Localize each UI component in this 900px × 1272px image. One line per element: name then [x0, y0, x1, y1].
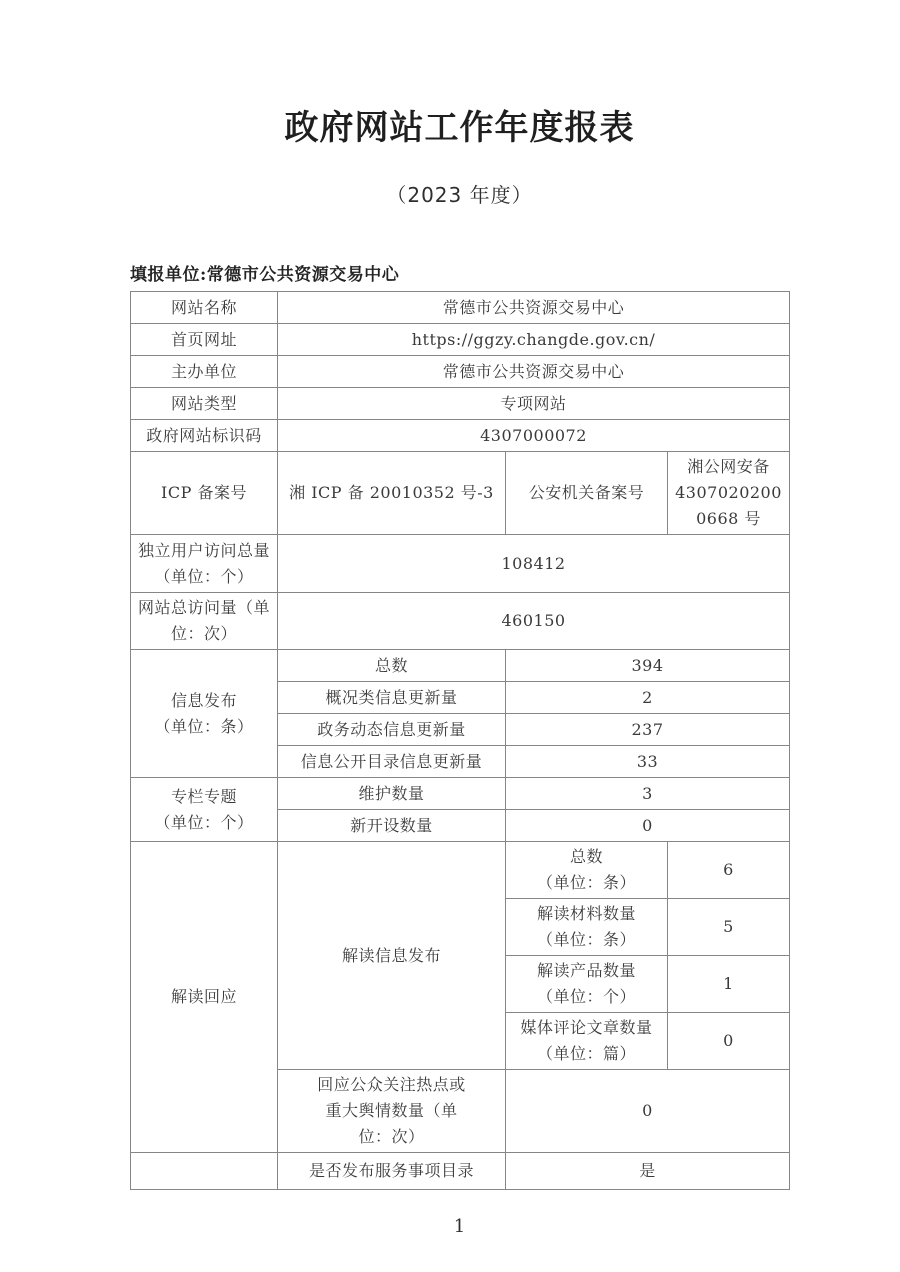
info-release-item-value: 33: [506, 746, 790, 778]
site-code-value: 4307000072: [278, 420, 790, 452]
reporting-unit-label: 填报单位:: [130, 265, 207, 285]
info-release-item-label: 概况类信息更新量: [278, 682, 506, 714]
row-site-code: [131, 420, 790, 452]
homepage-url-value: https://ggzy.changde.gov.cn/: [278, 324, 790, 356]
report-table: [130, 291, 790, 1190]
row-website-type: [131, 388, 790, 420]
interpretation-item-unit: （单位：条）: [536, 930, 636, 949]
row-homepage-url: [131, 324, 790, 356]
info-release-item-label: 信息公开目录信息更新量: [278, 746, 506, 778]
reporting-unit-line: [130, 260, 789, 285]
service-catalog-label: 是否发布服务事项目录: [278, 1153, 506, 1190]
icp-label: ICP 备案号: [131, 452, 278, 535]
special-topics-item-value: 0: [506, 810, 790, 842]
service-catalog-value: 是: [506, 1153, 790, 1190]
website-name-value: 常德市公共资源交易中心: [278, 292, 790, 324]
report-content: [130, 106, 789, 1237]
info-release-section-label: [131, 650, 278, 778]
unique-visitors-value: 108412: [278, 535, 790, 593]
interpretation-item-name: 解读材料数量: [536, 904, 636, 923]
site-code-label: 政府网站标识码: [131, 420, 278, 452]
info-release-unit: （单位：条）: [154, 716, 254, 736]
interpretation-section-label: 解读回应: [131, 842, 278, 1153]
interpretation-item-label: [506, 956, 668, 1013]
interpretation-item-name: 媒体评论文章数量: [520, 1018, 653, 1037]
reporting-unit-value: 常德市公共资源交易中心: [206, 265, 400, 285]
interpretation-item-value: 0: [668, 1013, 790, 1070]
interpretation-item-value: 6: [668, 842, 790, 899]
website-type-label: 网站类型: [131, 388, 278, 420]
empty-cell: [131, 1153, 278, 1190]
special-topics-name: 专栏专题: [170, 786, 237, 806]
info-release-item-label: 政务动态信息更新量: [278, 714, 506, 746]
hotspot-response-value: 0: [506, 1070, 790, 1153]
organizer-value: 常德市公共资源交易中心: [278, 356, 790, 388]
row-total-visits: [131, 593, 790, 650]
special-topics-section-label: [131, 778, 278, 842]
interpretation-item-value: 1: [668, 956, 790, 1013]
special-topics-unit: （单位：个）: [154, 812, 254, 832]
row-unique-visitors: [131, 535, 790, 593]
interpretation-item-unit: （单位：条）: [536, 873, 636, 892]
interpretation-item-unit: （单位：个）: [536, 987, 636, 1006]
row-icp: [131, 452, 790, 535]
homepage-url-label: 首页网址: [131, 324, 278, 356]
page-subtitle: （2023 年度）: [386, 183, 533, 207]
interpretation-item-name: 总数: [569, 847, 603, 866]
page-number: 1: [453, 1216, 466, 1237]
row-special-topics-maintained: [131, 778, 790, 810]
police-record-value: 湘公网安备 43070202000668 号: [668, 452, 790, 535]
organizer-label: 主办单位: [131, 356, 278, 388]
hotspot-response-label: 回应公众关注热点或重大舆情数量（单位：次）: [278, 1070, 506, 1153]
info-release-item-value: 394: [506, 650, 790, 682]
interpretation-item-name: 解读产品数量: [536, 961, 636, 980]
interpretation-item-value: 5: [668, 899, 790, 956]
special-topics-item-value: 3: [506, 778, 790, 810]
total-visits-value: 460150: [278, 593, 790, 650]
info-release-item-value: 2: [506, 682, 790, 714]
unique-visitors-label: 独立用户访问总量（单位：个）: [131, 535, 278, 593]
special-topics-item-label: 维护数量: [278, 778, 506, 810]
interpretation-item-label: [506, 899, 668, 956]
row-organizer: [131, 356, 790, 388]
row-interpretation-total: [131, 842, 790, 899]
info-release-item-value: 237: [506, 714, 790, 746]
row-service-catalog: [131, 1153, 790, 1190]
special-topics-item-label: 新开设数量: [278, 810, 506, 842]
row-website-name: [131, 292, 790, 324]
page-title: 政府网站工作年度报表: [284, 108, 635, 148]
website-type-value: 专项网站: [278, 388, 790, 420]
total-visits-label: 网站总访问量（单位：次）: [131, 593, 278, 650]
interpretation-item-unit: （单位：篇）: [536, 1044, 636, 1063]
interpretation-item-label: [506, 842, 668, 899]
police-record-label: 公安机关备案号: [506, 452, 668, 535]
interpretation-release-label: 解读信息发布: [278, 842, 506, 1070]
interpretation-item-label: [506, 1013, 668, 1070]
website-name-label: 网站名称: [131, 292, 278, 324]
info-release-item-label: 总数: [278, 650, 506, 682]
row-info-release-total: [131, 650, 790, 682]
icp-value: 湘 ICP 备 20010352 号-3: [278, 452, 506, 535]
info-release-name: 信息发布: [170, 690, 237, 710]
